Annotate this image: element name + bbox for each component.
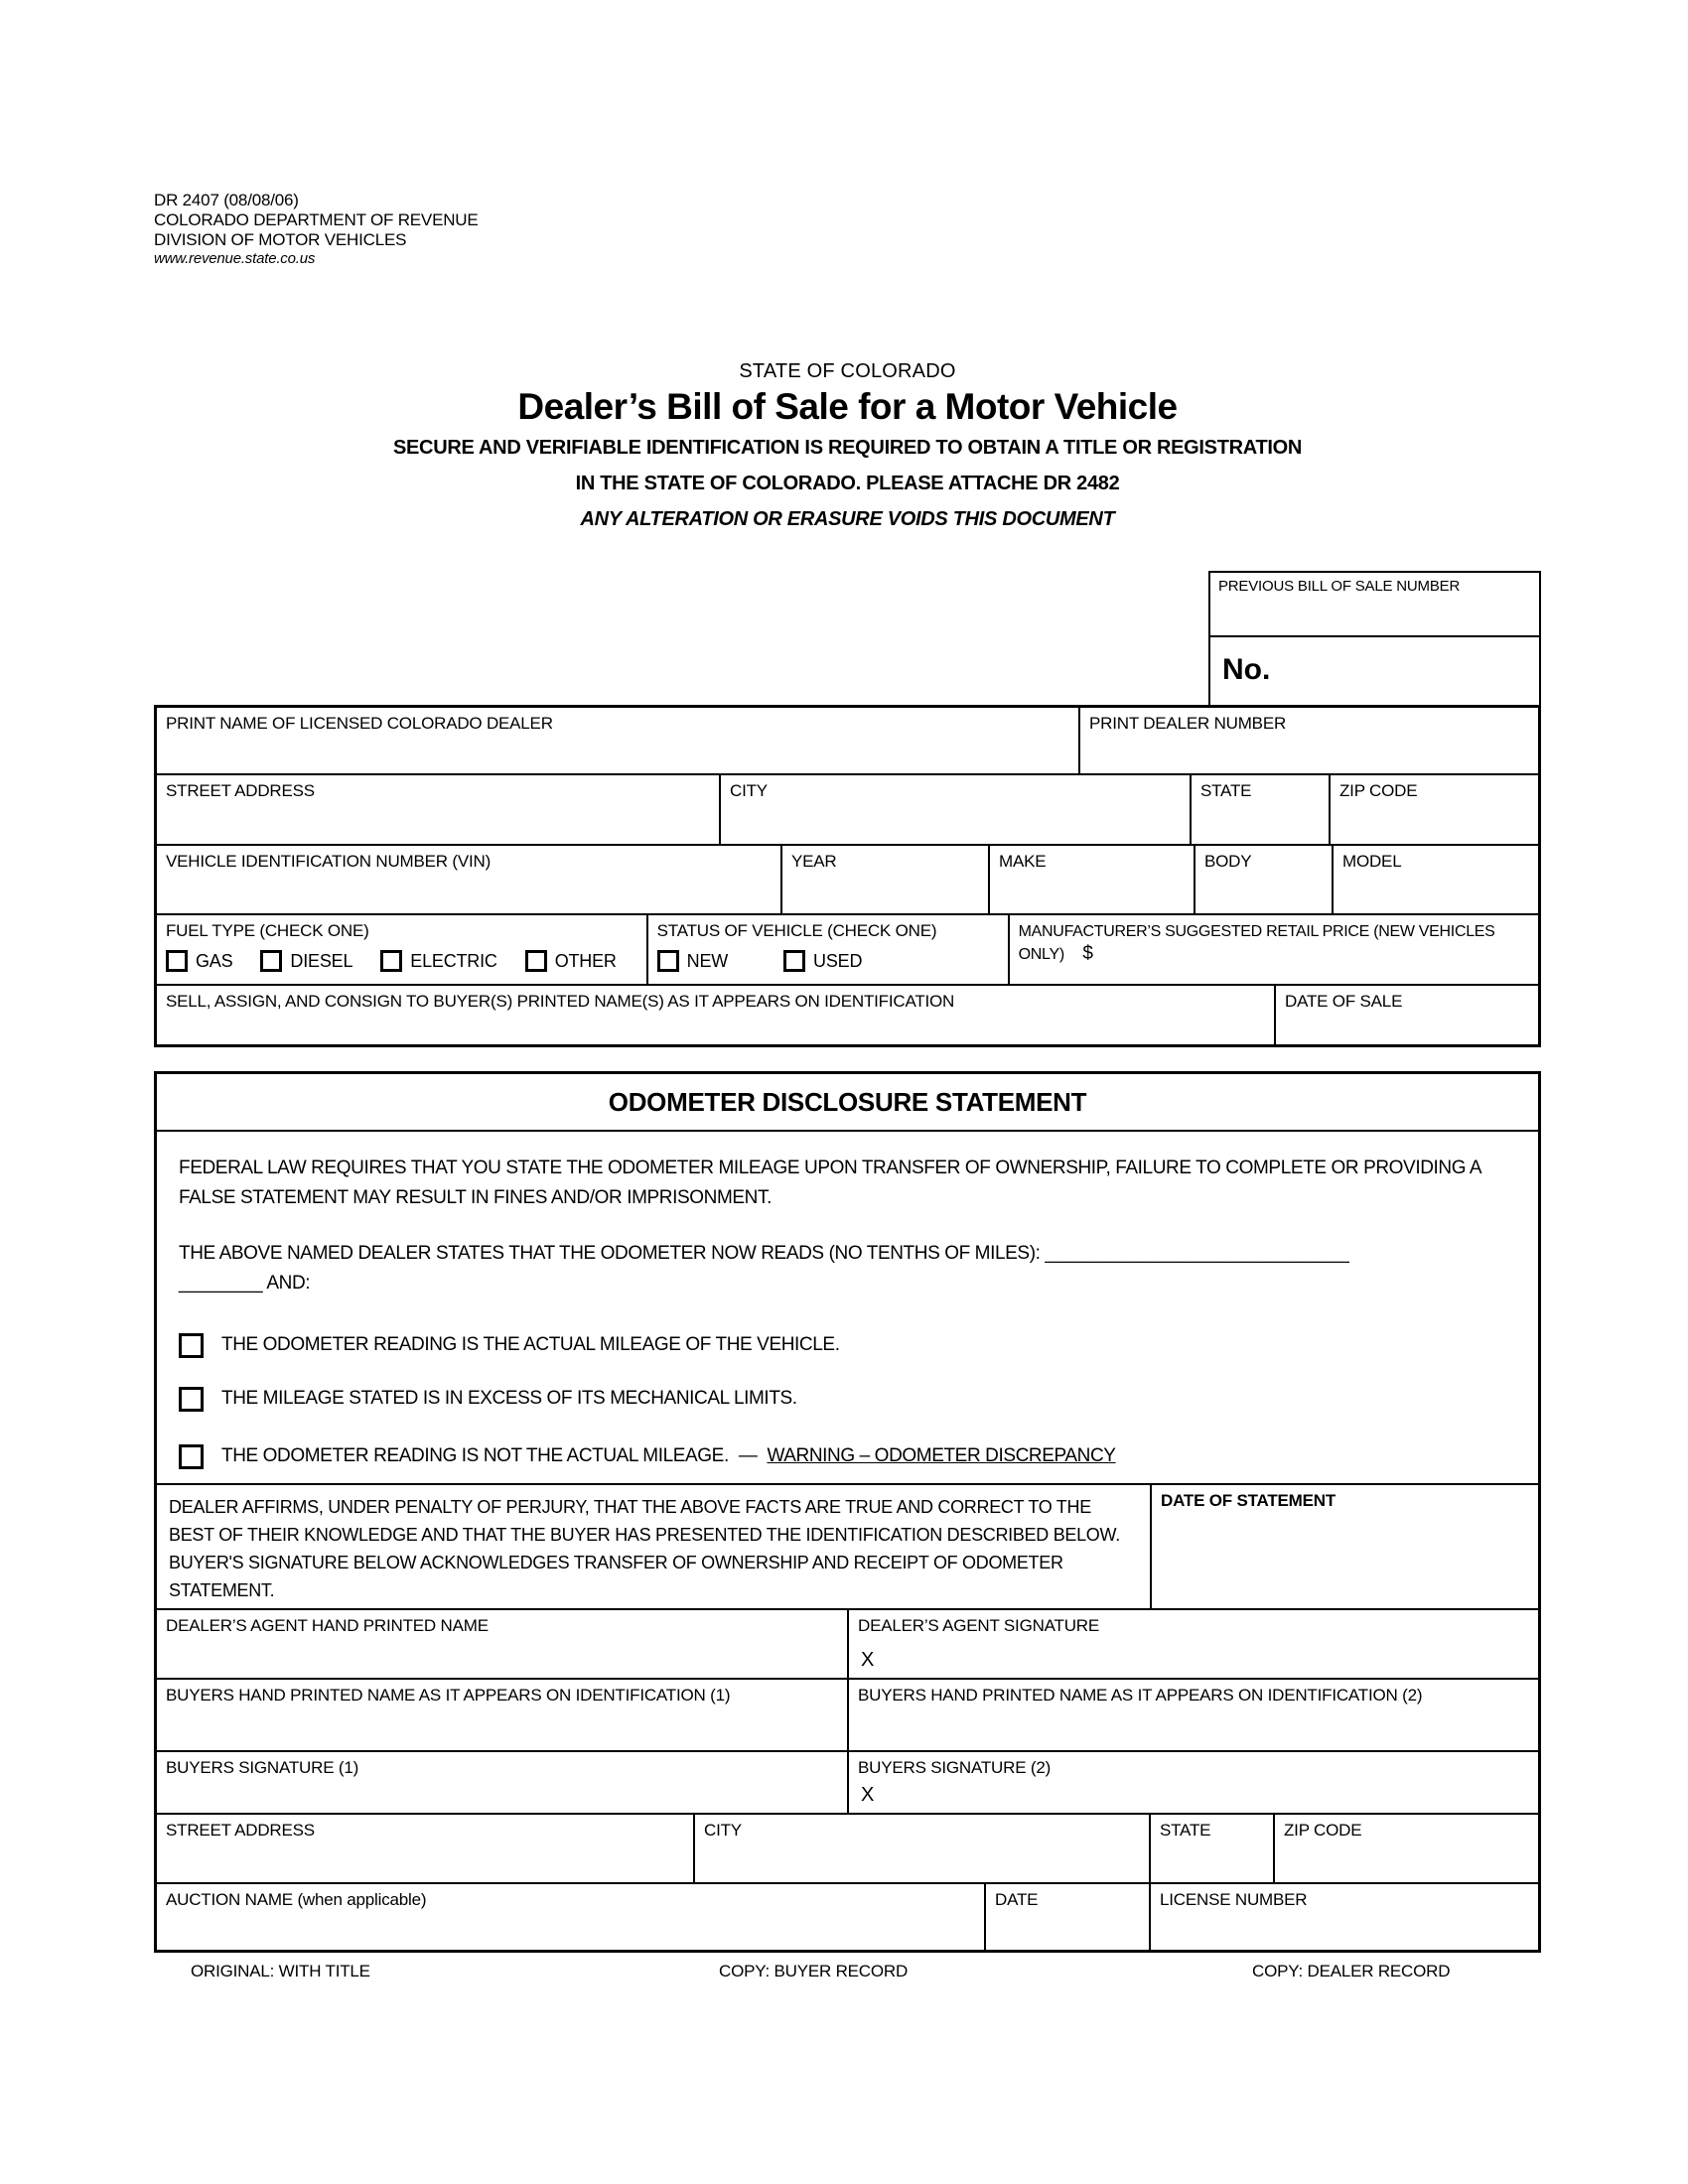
buyer-state-field[interactable] [1151,1815,1275,1882]
electric-label: ELECTRIC [410,950,497,971]
used-label: USED [813,950,863,971]
odometer-reads-suffix: AND: [266,1273,311,1294]
new-checkbox[interactable] [657,950,679,972]
actual-mileage-checkbox[interactable] [179,1333,204,1358]
dash-separator: — [738,1445,758,1466]
dealer-number-label: PRINT DEALER NUMBER [1089,714,1287,733]
bill-number-prefix: No. [1222,653,1271,686]
sell-assign-label: SELL, ASSIGN, AND CONSIGN TO BUYER(S) PRINTED NAME(S) AS IT APPEARS ON IDENTIFICATION [166,992,955,1011]
status-option-new [657,950,728,972]
odometer-reading-blank-continued[interactable]: ________ [179,1273,263,1294]
state-label: STATE [1200,781,1252,800]
buyer-city-field[interactable] [695,1815,1151,1882]
buyer-zip-field[interactable] [1275,1815,1538,1882]
buyer2-printed-name-field[interactable] [849,1680,1538,1750]
status-option-used [783,950,862,972]
buyer2-signature-field[interactable] [849,1752,1538,1813]
msrp-currency-symbol: $ [1082,943,1093,964]
dealer-name-label: PRINT NAME OF LICENSED COLORADO DEALER [166,714,553,733]
previous-bill-of-sale-box [1208,571,1541,705]
previous-bill-number-field[interactable] [1210,573,1539,637]
city-label: CITY [730,781,768,800]
used-checkbox[interactable] [783,950,805,972]
msrp-label: MANUFACTURER’S SUGGESTED RETAIL PRICE (NEW VEHICLES ONLY) [1018,923,1495,963]
dealer-state-field[interactable] [1192,775,1331,844]
table-row [157,846,1538,915]
odometer-disclosure-box [154,1071,1541,1953]
odometer-reads-text: THE ABOVE NAMED DEALER STATES THAT THE ODOMETER NOW READS (NO TENTHS OF MILES): [179,1243,1041,1264]
footer-buyer-copy: COPY: BUYER RECORD [719,1962,909,1980]
city-label: CITY [704,1821,742,1840]
table-row [157,1815,1538,1884]
date-of-statement-label: DATE OF STATEMENT [1161,1491,1336,1510]
actual-mileage-label: THE ODOMETER READING IS THE ACTUAL MILEAGE OF THE VEHICLE. [221,1334,840,1355]
exceeds-limits-checkbox[interactable] [179,1387,204,1412]
buyer1-signature-label: BUYERS SIGNATURE (1) [166,1758,359,1777]
odometer-body [157,1132,1538,1485]
vehicle-status-options [657,950,999,972]
dealer-name-field[interactable] [157,708,1080,773]
odometer-option-excess [179,1384,1516,1414]
diesel-checkbox[interactable] [260,950,282,972]
form-title: Dealer’s Bill of Sale for a Motor Vehicle [517,386,1178,427]
odometer-reads-paragraph [179,1239,1516,1298]
subtitle-identification: SECURE AND VERIFIABLE IDENTIFICATION IS REQUIRED TO OBTAIN A TITLE OR REGISTRATION [392,437,1303,459]
buyer2-signature-label: BUYERS SIGNATURE (2) [858,1758,1052,1777]
vin-field[interactable] [157,846,782,913]
license-number-label: LICENSE NUMBER [1160,1890,1308,1909]
year-field[interactable] [782,846,990,913]
previous-bill-number-label: PREVIOUS BILL OF SALE NUMBER [1218,578,1461,595]
table-row [157,1680,1538,1752]
date-label: DATE [995,1890,1039,1909]
auction-name-label: AUCTION NAME (when applicable) [166,1890,427,1909]
date-of-sale-label: DATE OF SALE [1285,992,1403,1011]
gas-label: GAS [196,950,233,971]
date-of-statement-field[interactable] [1152,1485,1538,1608]
signature-x-mark: X [861,1784,875,1806]
subtitle-attach: IN THE STATE OF COLORADO. PLEASE ATTACHE DR 2482 [575,473,1120,494]
fuel-option-gas [166,950,232,972]
table-row [157,708,1538,775]
alteration-warning: ANY ALTERATION OR ERASURE VOIDS THIS DOCUMENT [580,508,1115,530]
zip-code-label: ZIP CODE [1339,781,1418,800]
model-field[interactable] [1334,846,1538,913]
dealer-agent-name-field[interactable] [157,1610,849,1678]
signature-x-mark: X [861,1649,875,1671]
fuel-option-diesel [260,950,352,972]
msrp-field[interactable] [1010,915,1538,984]
dealer-vehicle-table [154,705,1541,1047]
exceeds-limits-label: THE MILEAGE STATED IS IN EXCESS OF ITS MECHANICAL LIMITS. [221,1388,797,1409]
table-row [157,986,1538,1044]
buyer1-printed-name-label: BUYERS HAND PRINTED NAME AS IT APPEARS ON IDENTIFICATION (1) [166,1686,731,1705]
dealer-number-field[interactable] [1080,708,1538,773]
buyer1-signature-field[interactable] [157,1752,849,1813]
license-number-field[interactable] [1151,1884,1538,1950]
year-label: YEAR [791,852,837,871]
dealer-agent-signature-label: DEALER’S AGENT SIGNATURE [858,1616,1100,1635]
table-row [157,1752,1538,1815]
footer-original-copy: ORIGINAL: WITH TITLE [191,1962,370,1980]
street-address-label: STREET ADDRESS [166,1821,315,1840]
fuel-type-field [157,915,648,984]
street-address-label: STREET ADDRESS [166,781,315,800]
dealer-affirmation-statement: DEALER AFFIRMS, UNDER PENALTY OF PERJURY, THAT THE ABOVE FACTS ARE TRUE AND CORRECT TO THE BEST OF THEIR KNOWLEDGE AND THAT THE BUYER HAS PRESENTED THE IDENTIFICATION DESCRIBED BELOW. BUYER'S SIGNATURE BELOW ACKNOWLEDGES TRANSFER OF OWNERSHIP AND RECEIPT OF ODOMETER STATEMENT. [157,1485,1152,1608]
table-row [157,915,1538,986]
other-label: OTHER [554,950,617,971]
buyer-street-field[interactable] [157,1815,695,1882]
dealer-street-field[interactable] [157,775,721,844]
odometer-reading-blank[interactable]: _____________________________ [1045,1243,1349,1264]
form-number: DR 2407 (08/08/06) [154,191,299,209]
odometer-option-not-actual [179,1441,1516,1471]
vehicle-status-label: STATUS OF VEHICLE (CHECK ONE) [656,921,937,940]
model-label: MODEL [1342,852,1402,871]
electric-checkbox[interactable] [380,950,402,972]
table-row [157,775,1538,846]
make-field[interactable] [990,846,1196,913]
body-field[interactable] [1196,846,1334,913]
fuel-option-electric [380,950,496,972]
odometer-heading: ODOMETER DISCLOSURE STATEMENT [157,1074,1538,1132]
date-of-sale-field[interactable] [1276,986,1538,1044]
table-row [157,1884,1538,1950]
agency-name: COLORADO DEPARTMENT OF REVENUE [154,210,479,229]
state-label: STATE [1160,1821,1211,1840]
auction-name-field[interactable] [157,1884,986,1950]
odometer-option-actual [179,1330,1516,1360]
gas-checkbox[interactable] [166,950,188,972]
table-row [157,1610,1538,1680]
bill-number-field[interactable] [1210,637,1539,687]
dealer-zip-field[interactable] [1331,775,1538,844]
agency-website: www.revenue.state.co.us [154,250,316,267]
diesel-label: DIESEL [290,950,353,971]
not-actual-mileage-checkbox[interactable] [179,1444,204,1469]
buyer1-printed-name-field[interactable] [157,1680,849,1750]
title-block [154,360,1541,531]
make-label: MAKE [999,852,1047,871]
odometer-discrepancy-warning: WARNING – ODOMETER DISCREPANCY [767,1445,1116,1466]
fuel-type-label: FUEL TYPE (CHECK ONE) [166,921,369,940]
federal-law-paragraph: FEDERAL LAW REQUIRES THAT YOU STATE THE ODOMETER MILEAGE UPON TRANSFER OF OWNERSHIP, FAILURE TO COMPLETE OR PROVIDING A FALSE STATEMENT MAY RESULT IN FINES AND/OR IMPRISONMENT. [179,1158,1481,1208]
footer-dealer-copy: COPY: DEALER RECORD [1252,1962,1451,1980]
table-row [157,1485,1538,1610]
fuel-option-other [525,950,617,972]
not-actual-mileage-label: THE ODOMETER READING IS NOT THE ACTUAL MILEAGE. [221,1445,729,1466]
agency-header [154,191,479,267]
buyer-printed-names-field[interactable] [157,986,1276,1044]
zip-code-label: ZIP CODE [1284,1821,1362,1840]
dealer-agent-name-label: DEALER’S AGENT HAND PRINTED NAME [166,1616,489,1635]
fuel-type-options [166,950,637,972]
agency-division: DIVISION OF MOTOR VEHICLES [154,230,407,249]
buyer2-printed-name-label: BUYERS HAND PRINTED NAME AS IT APPEARS ON IDENTIFICATION (2) [858,1686,1423,1705]
vin-label: VEHICLE IDENTIFICATION NUMBER (VIN) [166,852,492,871]
dealer-agent-signature-field[interactable] [849,1610,1538,1678]
vehicle-status-field [648,915,1010,984]
auction-date-field[interactable] [986,1884,1151,1950]
dealer-city-field[interactable] [721,775,1192,844]
state-line: STATE OF COLORADO [739,360,956,382]
other-checkbox[interactable] [525,950,547,972]
new-label: NEW [686,950,729,971]
body-label: BODY [1204,852,1252,871]
